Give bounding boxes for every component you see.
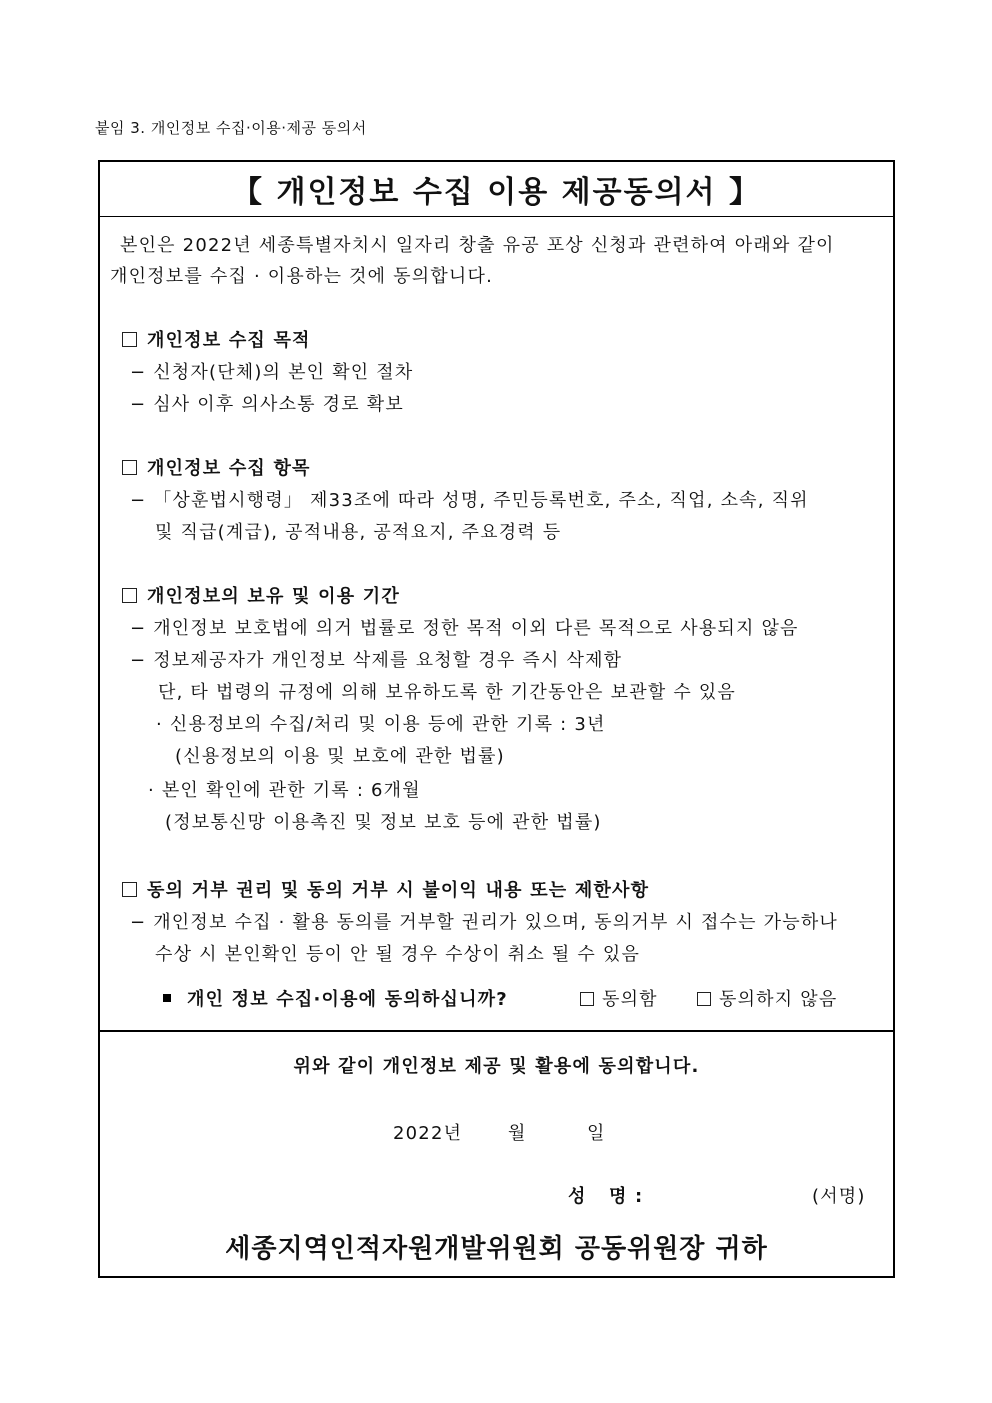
list-item: 수상 시 본인확인 등이 안 될 경우 수상이 취소 될 수 있음 bbox=[155, 944, 641, 965]
agree-checkbox[interactable] bbox=[580, 992, 594, 1006]
list-item: − 심사 이후 의사소통 경로 확보 bbox=[130, 394, 404, 415]
checkbox-square-icon bbox=[122, 882, 137, 897]
section-heading-text: 개인정보 수집 항목 bbox=[147, 458, 311, 479]
section-heading-items bbox=[122, 454, 311, 480]
date-day: 일 bbox=[587, 1123, 606, 1144]
section-heading-purpose bbox=[122, 326, 311, 352]
list-item: (신용정보의 이용 및 보호에 관한 법률) bbox=[175, 746, 505, 767]
section-heading-text: 개인정보 수집 목적 bbox=[147, 330, 311, 351]
agree-label: 동의함 bbox=[602, 989, 658, 1010]
date-year: 2022년 bbox=[393, 1123, 463, 1144]
consent-form bbox=[98, 160, 895, 1278]
form-title: 【 개인정보 수집 이용 제공동의서 】 bbox=[232, 175, 761, 210]
intro-line-1: 본인은 2022년 세종특별자치시 일자리 창출 유공 포상 신청과 관련하여 아래와 같이 bbox=[120, 235, 835, 256]
date-month: 월 bbox=[508, 1123, 527, 1144]
disagree-option[interactable] bbox=[697, 985, 837, 1011]
consent-statement: 위와 같이 개인정보 제공 및 활용에 동의합니다. bbox=[293, 1056, 700, 1077]
sign-label: (서명) bbox=[812, 1186, 866, 1207]
list-item: 및 직급(계급), 공적내용, 공적요지, 주요경력 등 bbox=[155, 522, 562, 543]
list-item: (정보통신망 이용촉진 및 정보 보호 등에 관한 법률) bbox=[165, 812, 602, 833]
consent-question-text: 개인 정보 수집·이용에 동의하십니까? bbox=[187, 989, 508, 1010]
section-heading-retention bbox=[122, 582, 400, 608]
list-item: · 신용정보의 수집/처리 및 이용 등에 관한 기록 : 3년 bbox=[156, 714, 606, 735]
list-item: 단, 타 법령의 규정에 의해 보유하도록 한 기간동안은 보관할 수 있음 bbox=[158, 682, 737, 703]
name-label: 성 명 : bbox=[568, 1186, 644, 1207]
form-body bbox=[100, 217, 893, 1032]
section-heading-refusal bbox=[122, 876, 649, 902]
section-heading-text: 개인정보의 보유 및 이용 기간 bbox=[147, 586, 400, 607]
checkbox-square-icon bbox=[122, 332, 137, 347]
square-bullet-icon bbox=[163, 994, 171, 1002]
agree-option[interactable] bbox=[580, 985, 658, 1011]
section-heading-text: 동의 거부 권리 및 동의 거부 시 불이익 내용 또는 제한사항 bbox=[147, 880, 650, 901]
disagree-label: 동의하지 않음 bbox=[719, 989, 838, 1010]
list-item: − 개인정보 보호법에 의거 법률로 정한 목적 이외 다른 목적으로 사용되지 않음 bbox=[130, 618, 799, 639]
list-item: − 정보제공자가 개인정보 삭제를 요청할 경우 즉시 삭제함 bbox=[130, 650, 623, 671]
list-item: · 본인 확인에 관한 기록 : 6개월 bbox=[148, 780, 421, 801]
checkbox-square-icon bbox=[122, 460, 137, 475]
recipient: 세종지역인적자원개발위원회 공동위원장 귀하 bbox=[225, 1234, 768, 1264]
intro-line-2: 개인정보를 수집 · 이용하는 것에 동의합니다. bbox=[110, 266, 494, 287]
checkbox-square-icon bbox=[122, 588, 137, 603]
signature-area bbox=[100, 1032, 893, 1278]
attachment-label: 붙임 3. 개인정보 수집·이용·제공 동의서 bbox=[95, 119, 367, 137]
list-item: − 신청자(단체)의 본인 확인 절차 bbox=[130, 362, 414, 383]
title-row bbox=[100, 162, 893, 217]
list-item: − 「상훈법시행령」 제33조에 따라 성명, 주민등록번호, 주소, 직업, 소속, 직위 bbox=[130, 490, 809, 511]
list-item: − 개인정보 수집 · 활용 동의를 거부할 권리가 있으며, 동의거부 시 접수는 가능하나 bbox=[130, 912, 838, 933]
consent-question bbox=[163, 985, 508, 1011]
disagree-checkbox[interactable] bbox=[697, 992, 711, 1006]
